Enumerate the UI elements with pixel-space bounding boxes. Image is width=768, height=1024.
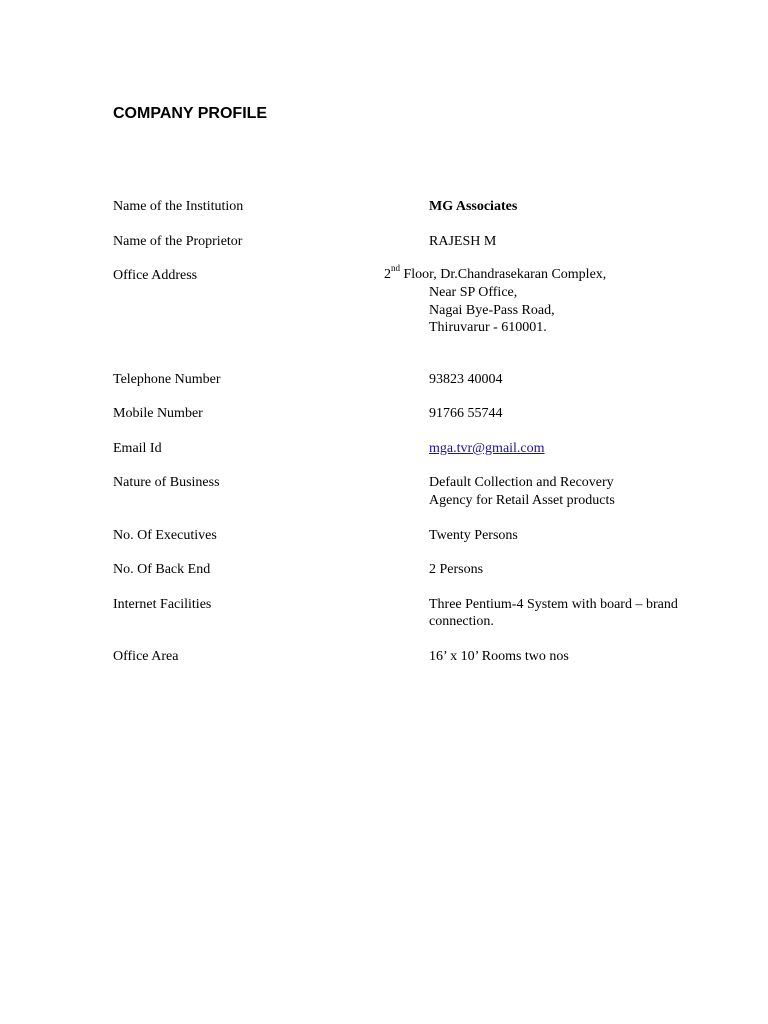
telephone-value: 93823 40004 [429, 372, 503, 387]
address-line-3: Nagai Bye-Pass Road, [429, 303, 555, 318]
proprietor-value: RAJESH M [429, 234, 497, 249]
institution-label: Name of the Institution [113, 199, 244, 214]
internet-line-2: connection. [429, 614, 494, 629]
executives-label: No. Of Executives [113, 528, 217, 543]
telephone-label: Telephone Number [113, 372, 221, 387]
backend-label: No. Of Back End [113, 562, 211, 577]
address-line-4: Thiruvarur - 610001. [429, 320, 547, 335]
business-label: Nature of Business [113, 475, 220, 490]
internet-line-1: Three Pentium-4 System with board – brand [429, 597, 678, 612]
address-line-2: Near SP Office, [429, 285, 518, 300]
area-value: 16’ x 10’ Rooms two nos [429, 649, 569, 664]
address-floor-number: 2 [384, 267, 391, 282]
address-line-1 [384, 263, 607, 283]
backend-value: 2 Persons [429, 562, 484, 577]
internet-label: Internet Facilities [113, 597, 212, 612]
area-label: Office Area [113, 649, 179, 664]
address-floor-suffix: nd [391, 263, 400, 274]
executives-value: Twenty Persons [429, 528, 518, 543]
address-label: Office Address [113, 268, 198, 283]
business-line-2: Agency for Retail Asset products [429, 493, 615, 508]
institution-value: MG Associates [429, 199, 518, 214]
mobile-label: Mobile Number [113, 406, 203, 421]
email-link[interactable]: mga.tvr@gmail.com [429, 441, 545, 456]
address-line-1-text: Floor, Dr.Chandrasekaran Complex, [400, 267, 607, 282]
email-label: Email Id [113, 441, 162, 456]
business-line-1: Default Collection and Recovery [429, 475, 614, 490]
page-title: COMPANY PROFILE [113, 105, 268, 122]
mobile-value: 91766 55744 [429, 406, 503, 421]
proprietor-label: Name of the Proprietor [113, 234, 243, 249]
